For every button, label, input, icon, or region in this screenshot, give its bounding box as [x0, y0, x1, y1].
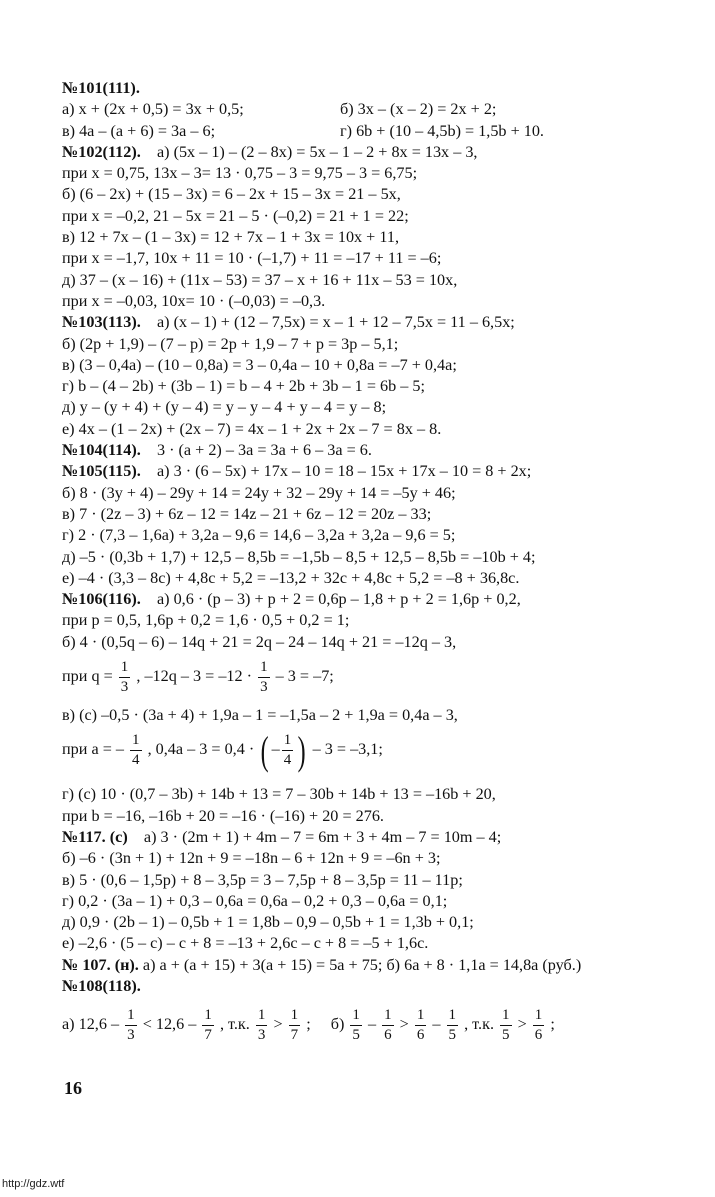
fraction — [382, 1008, 394, 1043]
problem-number: №105(115). — [62, 462, 141, 481]
solution-text: д) y – (y + 4) + (y – 4) = y – y – 4 + y – 4 = y – 8; — [62, 398, 387, 417]
solution-text: а) 3 · (6 – 5x) + 17x – 10 = 18 – 15x + 17x – 10 = 8 + 2x; — [140, 462, 532, 481]
solution-text: д) 37 – (x – 16) + (11x – 53) = 37 – x + 16 + 11x – 53 = 10x, — [62, 270, 458, 289]
denominator: 5 — [502, 1027, 510, 1044]
solution-text: при x = –0,03, 10x= 10 · (–0,03) = –0,3. — [62, 291, 326, 310]
line-v — [62, 705, 662, 726]
site-watermark: http://gdz.wtf — [2, 1178, 65, 1190]
text: – — [271, 740, 280, 759]
solution-line — [62, 891, 662, 912]
fraction — [282, 733, 294, 768]
solution-text: а) 0,6 · (p – 3) + p + 2 = 0,6p – 1,8 + p + 2 = 1,6p + 0,2, — [140, 590, 521, 609]
numerator: 1 — [447, 1008, 459, 1026]
solution-line — [62, 227, 662, 248]
text: при a = – — [62, 740, 124, 759]
denominator: 4 — [283, 752, 292, 769]
solution-text: г) b – (4 – 2b) + (3b – 1) = b – 4 + 2b + 3b – 1 = 6b – 5; — [62, 377, 425, 396]
line-frac-q — [62, 653, 662, 699]
solution-line — [62, 419, 662, 440]
fraction — [119, 660, 131, 695]
solution-text: а) 3 · (2m + 1) + 4m – 7 = 6m + 3 + 4m – 7 = 10m – 4; — [127, 827, 502, 846]
solution-text: г) 2 · (7,3 – 1,6a) + 3,2a – 9,6 = 14,6 – 3,2a + 3,2a – 9,6 = 5; — [62, 526, 456, 545]
fraction — [415, 1008, 427, 1043]
solution-line — [62, 334, 662, 355]
numerator: 1 — [256, 1008, 268, 1026]
numerator: 1 — [119, 660, 131, 678]
solutions-block-2 — [62, 784, 662, 997]
text: > — [517, 1015, 527, 1034]
numerator: 1 — [282, 733, 294, 751]
right-paren: ) — [297, 727, 306, 773]
problem-number: №103(113). — [62, 313, 141, 332]
solution-line — [62, 955, 662, 976]
fraction — [130, 733, 142, 768]
fraction — [350, 1008, 362, 1043]
solution-line — [62, 99, 662, 120]
denominator: 3 — [260, 678, 268, 695]
left-paren: ( — [260, 727, 269, 773]
solution-line — [62, 142, 662, 163]
solution-text: б) –6 · (3n + 1) + 12n + 9 = –18n – 6 + 12n + 9 = –6n + 3; — [62, 849, 441, 868]
solution-line — [62, 933, 662, 954]
numerator: 1 — [202, 1008, 214, 1026]
problem-number: №117. (с) — [62, 827, 128, 846]
text: – — [432, 1015, 441, 1034]
solution-text-column-2: г) 6b + (10 – 4,5b) = 1,5b + 10. — [340, 121, 544, 140]
fraction — [258, 660, 270, 695]
numerator: 1 — [382, 1008, 394, 1026]
solution-text: при x = –0,2, 21 – 5x = 21 – 5 · (–0,2) = 21 + 1 = 22; — [62, 206, 409, 225]
fraction — [202, 1008, 214, 1043]
solution-line — [62, 163, 662, 184]
text: ; — [550, 1015, 555, 1034]
solution-text: а) a + (a + 15) + 3(a + 15) = 5a + 75; б) 6a + 8 · 1,1a = 14,8a (руб.) — [138, 955, 582, 974]
line-frac-a — [62, 726, 662, 778]
solution-line — [62, 78, 662, 99]
line-108 — [62, 1001, 662, 1049]
denominator: 7 — [204, 1027, 212, 1044]
numerator: 1 — [258, 660, 270, 678]
solution-text-column-2: б) 3x – (x – 2) = 2x + 2; — [340, 100, 497, 119]
solution-text: е) –4 · (3,3 – 8c) + 4,8c + 5,2 = –13,2 + 32c + 4,8c + 5,2 = –8 + 36,8c. — [62, 568, 520, 587]
problem-number: №104(114). — [62, 441, 141, 460]
fraction — [447, 1008, 459, 1043]
denominator: 4 — [132, 752, 140, 769]
fraction — [500, 1008, 512, 1043]
fraction — [256, 1008, 268, 1043]
solution-line — [62, 568, 662, 589]
numerator: 1 — [130, 733, 142, 751]
solution-text: д) –5 · (0,3b + 1,7) + 12,5 – 8,5b = –1,5b – 8,5 + 12,5 – 8,5b = –10b + 4; — [62, 547, 536, 566]
solution-line — [62, 525, 662, 546]
solution-text: при x = 0,75, 13x – 3= 13 · 0,75 – 3 = 9,75 – 3 = 6,75; — [62, 164, 418, 183]
solution-line — [62, 784, 662, 805]
solution-text: б) 8 · (3y + 4) – 29y + 14 = 24y + 32 – 29y + 14 = –5y + 46; — [62, 483, 456, 502]
solution-line — [62, 355, 662, 376]
solutions-block-1 — [62, 78, 662, 653]
solution-line — [62, 976, 662, 997]
solution-text: при b = –16, –16b + 20 = –16 · (–16) + 20 = 276. — [62, 806, 384, 825]
solutions-page — [62, 78, 662, 1049]
page-number: 16 — [64, 1078, 82, 1098]
fraction — [289, 1008, 301, 1043]
text: < 12,6 – — [142, 1015, 197, 1034]
solution-text: е) 4x – (1 – 2x) + (2x – 7) = 4x – 1 + 2x + 2x – 7 = 8x – 8. — [62, 419, 442, 438]
denominator: 6 — [416, 1027, 425, 1044]
solution-line — [62, 806, 662, 827]
solution-line — [62, 504, 662, 525]
text: > — [399, 1015, 409, 1034]
solution-text: б) 4 · (0,5q – 6) – 14q + 21 = 2q – 24 – 14q + 21 = –12q – 3, — [62, 632, 457, 651]
problem-number: № 107. (н). — [62, 955, 139, 974]
solution-text: г) 0,2 · (3a – 1) + 0,3 – 0,6a = 0,6a – 0,2 + 0,3 – 0,6a = 0,1; — [62, 891, 448, 910]
fraction — [125, 1008, 137, 1043]
solution-line — [62, 589, 662, 610]
solution-line — [62, 270, 662, 291]
solution-line — [62, 206, 662, 227]
numerator: 1 — [533, 1008, 545, 1026]
text: – 3 = –3,1; — [312, 740, 383, 759]
problem-number: №108(118). — [62, 976, 141, 995]
solution-line — [62, 483, 662, 504]
solution-text: б) (2p + 1,9) – (7 – p) = 2p + 1,9 – 7 + p = 3p – 5,1; — [62, 334, 399, 353]
text: , т.к. — [464, 1015, 494, 1034]
solution-line — [62, 848, 662, 869]
denominator: 3 — [127, 1027, 135, 1044]
solution-line — [62, 397, 662, 418]
text: , 0,4a – 3 = 0,4 · — [147, 740, 255, 759]
solution-line — [62, 121, 662, 142]
denominator: 5 — [448, 1027, 457, 1044]
numerator: 1 — [289, 1008, 301, 1026]
numerator: 1 — [415, 1008, 427, 1026]
text: – 3 = –7; — [275, 667, 334, 686]
solution-line — [62, 610, 662, 631]
numerator: 1 — [350, 1008, 362, 1026]
solution-line — [62, 461, 662, 482]
denominator: 5 — [352, 1027, 360, 1044]
text: – — [367, 1015, 377, 1034]
problem-number: №102(112). — [62, 142, 141, 161]
fraction — [533, 1008, 545, 1043]
solution-text: б) (6 – 2x) + (15 – 3x) = 6 – 2x + 15 – 3x = 21 – 5x, — [62, 185, 401, 204]
solution-line — [62, 184, 662, 205]
numerator: 1 — [500, 1008, 512, 1026]
solution-text: е) –2,6 · (5 – c) – c + 8 = –13 + 2,6c – c + 8 = –5 + 1,6c. — [62, 934, 429, 953]
solution-line — [62, 632, 662, 653]
text: > — [273, 1015, 283, 1034]
solution-line — [62, 291, 662, 312]
solution-line — [62, 376, 662, 397]
denominator: 3 — [120, 678, 129, 695]
solution-text: д) 0,9 · (2b – 1) – 0,5b + 1 = 1,8b – 0,9 – 0,5b + 1 = 1,3b + 0,1; — [62, 913, 474, 932]
solution-line — [62, 870, 662, 891]
numerator: 1 — [125, 1008, 137, 1026]
text: б) — [330, 1015, 345, 1034]
solution-text: в) 4a – (a + 6) = 3a – 6; — [62, 121, 216, 140]
solution-text: в) 7 · (2z – 3) + 6z – 12 = 14z – 21 + 6z – 12 = 20z – 33; — [62, 504, 432, 523]
denominator: 6 — [384, 1027, 392, 1044]
solution-text: 3 · (a + 2) – 3a = 3a + 6 – 3a = 6. — [140, 441, 372, 460]
solution-text: г) (с) 10 · (0,7 – 3b) + 14b + 13 = 7 – 30b + 14b + 13 = –16b + 20, — [62, 785, 496, 804]
solution-text: в) 12 + 7x – (1 – 3x) = 12 + 7x – 1 + 3x = 10x + 11, — [62, 228, 399, 247]
solution-line — [62, 827, 662, 848]
solution-text: при x = –1,7, 10x + 11 = 10 · (–1,7) + 11 = –17 + 11 = –6; — [62, 249, 442, 268]
text: а) 12,6 – — [62, 1015, 120, 1034]
text: при q = — [62, 667, 113, 686]
solution-text: а) (x – 1) + (12 – 7,5x) = x – 1 + 12 – 7,5x = 11 – 6,5x; — [140, 313, 515, 332]
solution-line — [62, 248, 662, 269]
solution-line — [62, 312, 662, 333]
solution-line — [62, 440, 662, 461]
solution-line — [62, 912, 662, 933]
denominator: 3 — [257, 1027, 266, 1044]
solution-line — [62, 547, 662, 568]
denominator: 6 — [534, 1027, 543, 1044]
text: ; — [306, 1015, 311, 1034]
text: , т.к. — [219, 1015, 250, 1034]
text: , –12q – 3 = –12 · — [136, 667, 253, 686]
denominator: 7 — [290, 1027, 299, 1044]
solution-text: а) x + (2x + 0,5) = 3x + 0,5; — [62, 100, 244, 119]
solution-text: в) 5 · (0,6 – 1,5p) + 8 – 3,5p = 3 – 7,5p + 8 – 3,5p = 11 – 11p; — [62, 870, 463, 889]
text: в) (с) –0,5 · (3a + 4) + 1,9a – 1 = –1,5a – 2 + 1,9a = 0,4a – 3, — [62, 706, 458, 725]
problem-number: №101(111). — [62, 79, 140, 97]
solution-text: при p = 0,5, 1,6p + 0,2 = 1,6 · 0,5 + 0,2 = 1; — [62, 611, 350, 630]
solution-text: в) (3 – 0,4a) – (10 – 0,8a) = 3 – 0,4a – 10 + 0,8a = –7 + 0,4a; — [62, 355, 457, 374]
problem-number: №106(116). — [62, 590, 141, 609]
solution-text: а) (5x – 1) – (2 – 8x) = 5x – 1 – 2 + 8x = 13x – 3, — [140, 142, 478, 161]
